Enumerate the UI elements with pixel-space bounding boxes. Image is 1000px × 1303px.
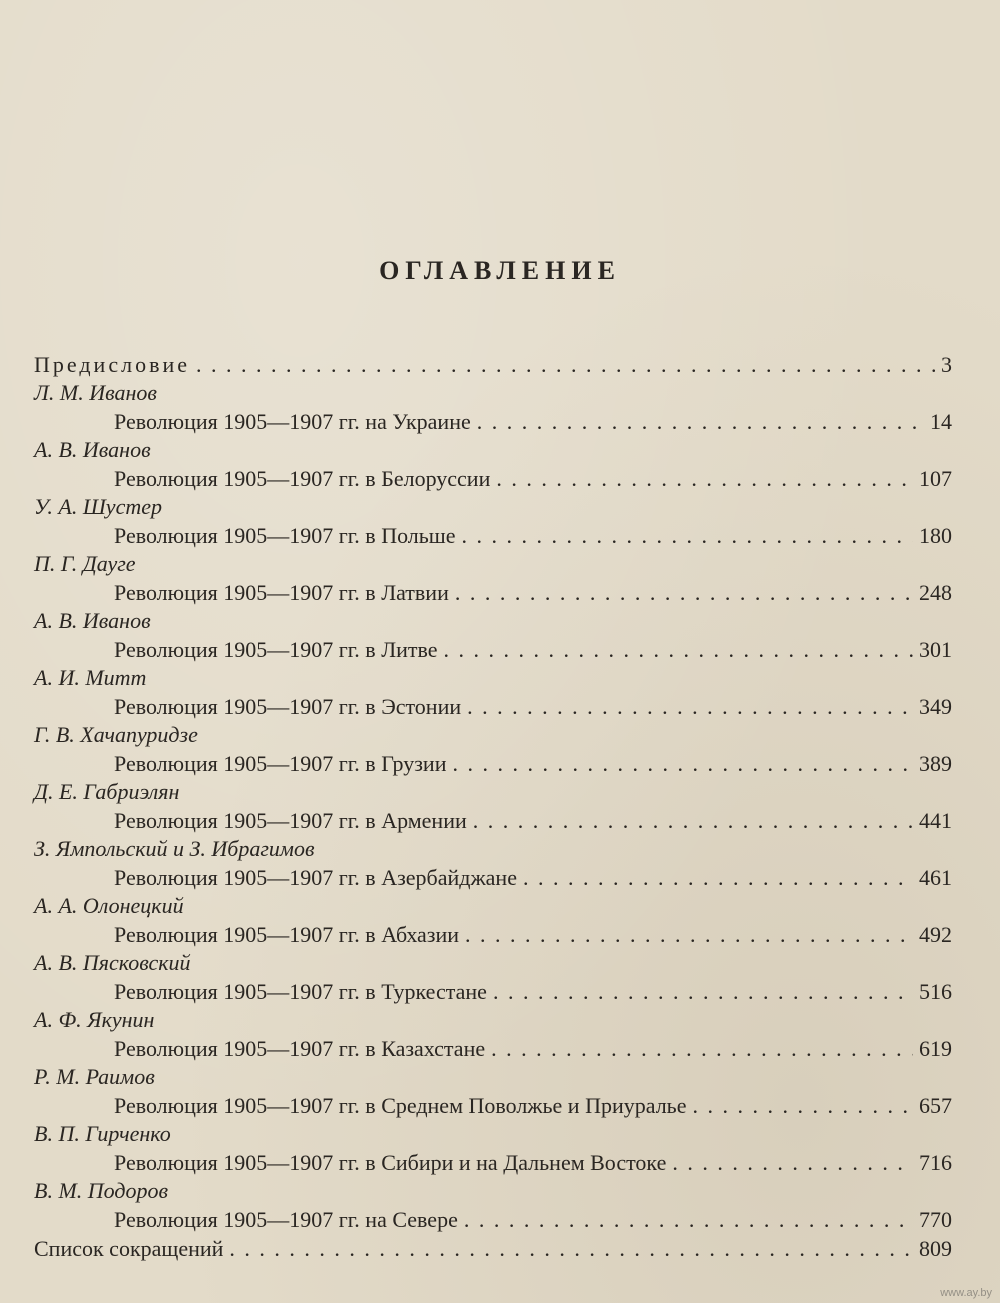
toc-author bbox=[34, 721, 952, 749]
author-name: Р. М. Раимов bbox=[34, 1064, 155, 1089]
entry-page: 716 bbox=[919, 1150, 952, 1175]
entry-title: Революция 1905—1907 гг. в Азербайджане bbox=[114, 865, 517, 890]
leader-dots bbox=[666, 1148, 913, 1177]
leader-dots bbox=[190, 350, 935, 379]
toc-entries bbox=[34, 379, 952, 1234]
toc-author bbox=[34, 778, 952, 806]
leader-dots bbox=[456, 521, 913, 550]
entry-title: Революция 1905—1907 гг. в Польше bbox=[114, 523, 456, 548]
toc-entry bbox=[34, 635, 952, 664]
entry-title: Революция 1905—1907 гг. на Украине bbox=[114, 409, 471, 434]
author-name: А. Ф. Якунин bbox=[34, 1007, 155, 1032]
toc-preface-page: 3 bbox=[941, 352, 952, 377]
author-name: Г. В. Хачапуридзе bbox=[34, 722, 198, 747]
toc-entry bbox=[34, 407, 952, 436]
leader-dots bbox=[461, 692, 913, 721]
entry-page: 389 bbox=[919, 751, 952, 776]
author-name: А. В. Иванов bbox=[34, 437, 151, 462]
entry-page: 441 bbox=[919, 808, 952, 833]
leader-dots bbox=[449, 578, 913, 607]
toc-entry bbox=[34, 1091, 952, 1120]
leader-dots bbox=[485, 1034, 913, 1063]
toc-entry bbox=[34, 1205, 952, 1234]
entry-title: Революция 1905—1907 гг. в Литве bbox=[114, 637, 438, 662]
leader-dots bbox=[446, 749, 913, 778]
toc-author bbox=[34, 892, 952, 920]
toc-entry bbox=[34, 578, 952, 607]
author-name: А. И. Митт bbox=[34, 665, 147, 690]
leader-dots bbox=[490, 464, 913, 493]
leader-dots bbox=[686, 1091, 913, 1120]
toc-entry bbox=[34, 1034, 952, 1063]
leader-dots bbox=[487, 977, 913, 1006]
leader-dots bbox=[459, 920, 913, 949]
author-name: Д. Е. Габриэлян bbox=[34, 779, 180, 804]
toc-author bbox=[34, 1006, 952, 1034]
toc-author bbox=[34, 550, 952, 578]
entry-page: 248 bbox=[919, 580, 952, 605]
leader-dots bbox=[467, 806, 913, 835]
toc-entry bbox=[34, 977, 952, 1006]
entry-page: 349 bbox=[919, 694, 952, 719]
author-name: В. М. Подоров bbox=[34, 1178, 169, 1203]
author-name: В. П. Гирченко bbox=[34, 1121, 171, 1146]
entry-title: Революция 1905—1907 гг. в Абхазии bbox=[114, 922, 460, 947]
toc-author bbox=[34, 1063, 952, 1091]
toc-entry bbox=[34, 920, 952, 949]
author-name: А. А. Олонецкий bbox=[34, 893, 184, 918]
toc-preface bbox=[34, 350, 952, 379]
entry-title: Революция 1905—1907 гг. в Грузии bbox=[114, 751, 447, 776]
author-name: А. В. Пясковский bbox=[34, 950, 191, 975]
toc-entry bbox=[34, 863, 952, 892]
watermark: www.ay.by bbox=[940, 1287, 992, 1299]
toc-author bbox=[34, 664, 952, 692]
toc-abbreviations-label: Список сокращений bbox=[34, 1236, 224, 1261]
toc-author bbox=[34, 949, 952, 977]
toc-entry bbox=[34, 521, 952, 550]
toc-entry bbox=[34, 749, 952, 778]
entry-page: 657 bbox=[919, 1093, 952, 1118]
entry-title: Революция 1905—1907 гг. в Армении bbox=[114, 808, 467, 833]
toc-entry bbox=[34, 692, 952, 721]
author-name: З. Ямпольский и З. Ибрагимов bbox=[34, 836, 315, 861]
toc-abbreviations-page: 809 bbox=[919, 1236, 952, 1261]
toc-author bbox=[34, 1120, 952, 1148]
page-title: ОГЛАВЛЕНИЕ bbox=[379, 256, 621, 285]
entry-title: Революция 1905—1907 гг. в Сибири и на Дальнем Востоке bbox=[114, 1150, 667, 1175]
entry-page: 107 bbox=[919, 466, 952, 491]
entry-title: Революция 1905—1907 гг. в Эстонии bbox=[114, 694, 462, 719]
toc-preface-label: Предисловие bbox=[34, 352, 190, 377]
author-name: У. А. Шустер bbox=[34, 494, 162, 519]
leader-dots bbox=[223, 1234, 913, 1263]
entry-title: Революция 1905—1907 гг. в Латвии bbox=[114, 580, 449, 605]
author-name: Л. М. Иванов bbox=[34, 380, 157, 405]
entry-page: 619 bbox=[919, 1036, 952, 1061]
toc-author bbox=[34, 607, 952, 635]
entry-page: 516 bbox=[919, 979, 952, 1004]
entry-page: 461 bbox=[919, 865, 952, 890]
toc-author bbox=[34, 379, 952, 407]
entry-title: Революция 1905—1907 гг. в Белоруссии bbox=[114, 466, 491, 491]
table-of-contents bbox=[34, 350, 952, 1263]
entry-page: 301 bbox=[919, 637, 952, 662]
entry-title: Революция 1905—1907 гг. в Среднем Поволжье и Приуралье bbox=[114, 1093, 687, 1118]
toc-author bbox=[34, 1177, 952, 1205]
toc-entry bbox=[34, 806, 952, 835]
leader-dots bbox=[438, 635, 913, 664]
leader-dots bbox=[471, 407, 924, 436]
entry-page: 180 bbox=[919, 523, 952, 548]
toc-author bbox=[34, 436, 952, 464]
toc-entry bbox=[34, 1148, 952, 1177]
toc-author bbox=[34, 493, 952, 521]
toc-entry bbox=[34, 464, 952, 493]
toc-abbreviations bbox=[34, 1234, 952, 1263]
leader-dots bbox=[517, 863, 913, 892]
entry-title: Революция 1905—1907 гг. на Севере bbox=[114, 1207, 458, 1232]
leader-dots bbox=[458, 1205, 913, 1234]
entry-page: 14 bbox=[930, 409, 952, 434]
toc-author bbox=[34, 835, 952, 863]
entry-page: 770 bbox=[919, 1207, 952, 1232]
entry-title: Революция 1905—1907 гг. в Туркестане bbox=[114, 979, 487, 1004]
author-name: П. Г. Дауге bbox=[34, 551, 136, 576]
entry-title: Революция 1905—1907 гг. в Казахстане bbox=[114, 1036, 486, 1061]
entry-page: 492 bbox=[919, 922, 952, 947]
author-name: А. В. Иванов bbox=[34, 608, 151, 633]
